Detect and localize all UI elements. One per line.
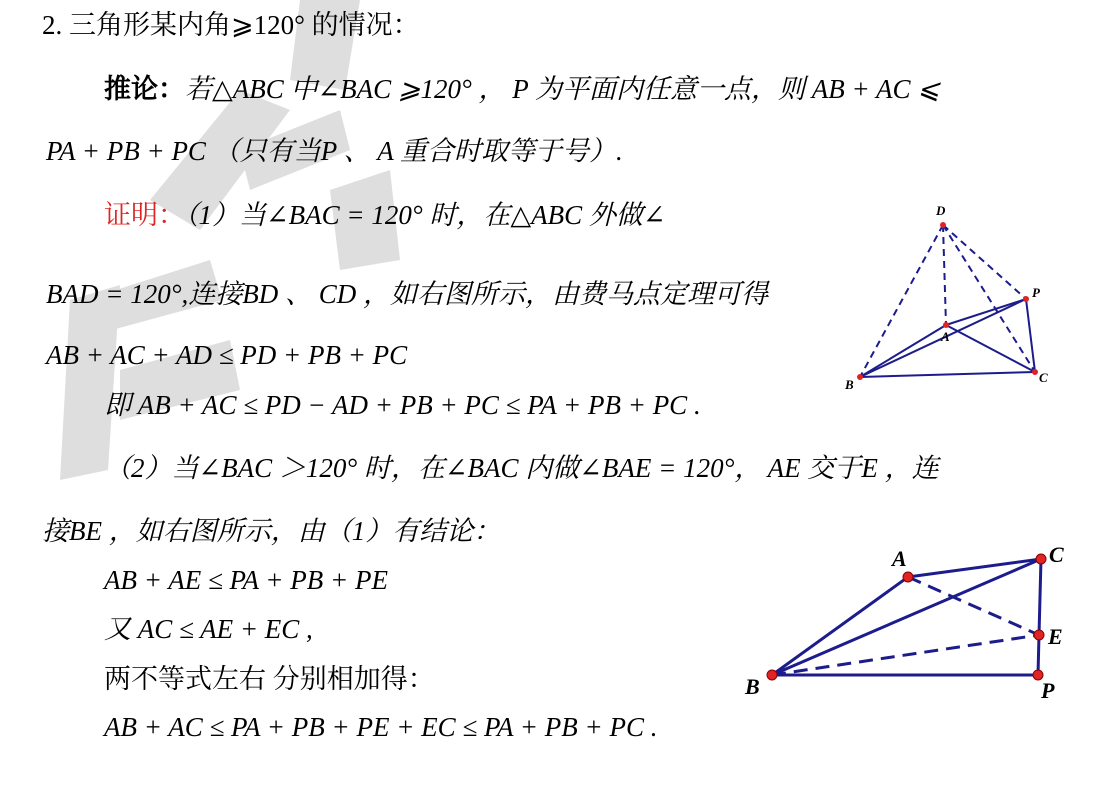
point-C [1032,369,1038,375]
point-C [1036,554,1046,564]
figure-2-diagram [735,538,1080,708]
segment-AC [946,325,1035,372]
proof-case2-line-1: （2）当∠BAC ＞120° 时，在∠BAC 内做∠BAE = 120°， AE 交于E ，连 [104,453,939,483]
dashed-BE [772,635,1039,675]
dashed-AE [908,577,1039,635]
label-B: B [745,674,760,699]
proof-line-1 [104,198,666,232]
point-B [767,670,777,680]
figure-1-diagram [830,198,1060,398]
point-A [903,572,913,582]
label-C: C [1039,370,1048,385]
label-D: D [936,203,946,218]
segment-BC [860,372,1035,377]
dashed-DB [860,225,943,377]
segment-BA [860,325,946,377]
dashed-DP [943,225,1026,299]
proof-case2-line-2: 接BE ，如右图所示，由（1）有结论： [42,516,501,546]
corollary-line-2: PA + PB + PC （只有当P 、 A 重合时取等于号）. [46,136,623,166]
proof-case1-ineq-2: 即 AB + AC ≤ PD − AD + PB + PC ≤ PA + PB + PC . [104,390,701,420]
dashed-DC [943,225,1035,372]
label-A: A [941,329,950,344]
corollary-label: 推论： [104,74,185,104]
segment-EP [1038,635,1039,675]
label-C: C [1049,542,1064,567]
corollary-line-1 [104,72,940,106]
proof-case1-ineq-1: AB + AC + AD ≤ PD + PB + PC [46,340,408,370]
point-B [857,374,863,380]
label-P: P [1041,678,1055,703]
segment-CE [1039,559,1041,635]
proof-case2-ineq-2: 又 AC ≤ AE + EC , [104,614,313,644]
label-E: E [1048,624,1063,649]
label-B: B [845,377,854,392]
proof-case2-ineq-1: AB + AE ≤ PA + PB + PE [104,565,388,595]
label-A: A [892,546,907,571]
proof-case1-line-2: BAD = 120°,连接BD 、 CD ，如右图所示，由费马点定理可得 [46,279,768,309]
point-P [1023,296,1029,302]
label-P: P [1032,285,1040,300]
segment-AP [946,299,1026,325]
corollary-text-1: 若△ABC 中∠BAC ⩾120° ， P 为平面内任意一点，则 AB + AC ⩽ [185,74,940,104]
point-A [943,322,949,328]
proof-case1-text-1: （1）当∠BAC = 120° 时，在△ABC 外做∠ [185,200,666,230]
point-D [940,222,946,228]
proof-label: 证明： [104,200,185,230]
proof-case2-line-3: 两不等式左右 分别相加得： [104,664,435,694]
section-title: 2. 三角形某内角⩾120° 的情况： [42,10,420,40]
point-E [1034,630,1044,640]
proof-case2-ineq-3: AB + AC ≤ PA + PB + PE + EC ≤ PA + PB + PC . [104,712,658,742]
dashed-DA [943,225,946,325]
